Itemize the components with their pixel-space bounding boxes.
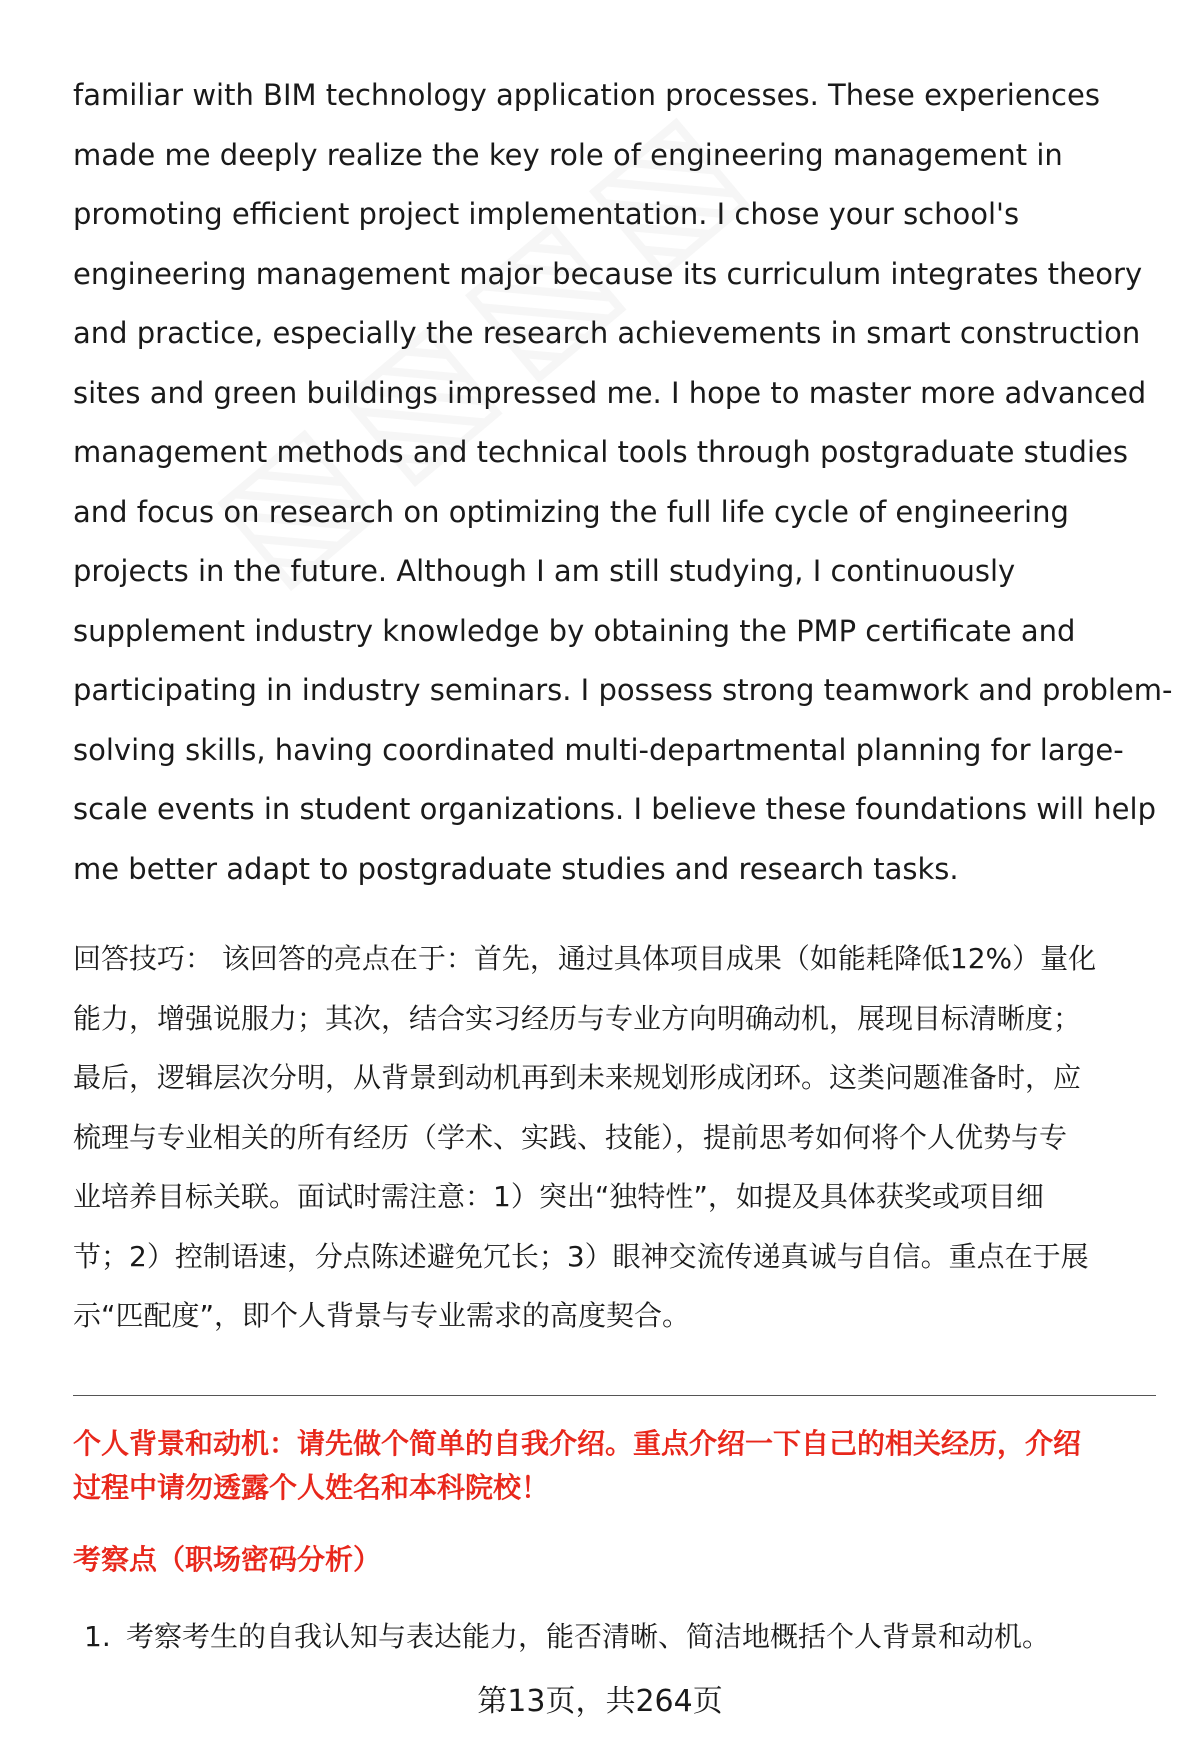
paragraph-line: familiar with BIM technology application processes. These experiences [73,78,1100,112]
question-heading [73,1422,1158,1510]
paragraph-line: and practice, especially the research achievements in smart construction [73,316,1141,350]
paragraph-line: solving skills, having coordinated multi-departmental planning for large- [73,732,1124,767]
section-divider [73,1395,1156,1396]
paragraph-line: and focus on research on optimizing the full life cycle of engineering [73,494,1069,529]
tips-line: 业培养目标关联。面试时需注意：1）突出“独特性”，如提及具体获奖或项目细 [73,1180,1044,1213]
assessment-list [84,1615,1050,1655]
paragraph-line: scale events in student organizations. I believe these foundations will help [73,792,1156,826]
section-title: 考察点（职场密码分析） [73,1543,382,1576]
list-item-number: 1. [84,1620,111,1653]
paragraph-line: projects in the future. Although I am still studying, I continuously [73,554,1016,588]
tips-line: 最后，逻辑层次分明，从背景到动机再到未来规划形成闭环。这类问题准备时，应 [73,1061,1082,1094]
body-paragraph [73,66,1173,899]
question-line: 个人背景和动机：请先做个简单的自我介绍。重点介绍一下自己的相关经历，介绍 [73,1427,1082,1460]
paragraph-line: engineering management major because its curriculum integrates theory [73,256,1143,291]
tips-line: 节；2）控制语速，分点陈述避免冗长；3）眼神交流传递真诚与自信。重点在于展 [73,1239,1089,1273]
paragraph-line: participating in industry seminars. I possess strong teamwork and problem- [73,673,1173,707]
paragraph-line: me better adapt to postgraduate studies and research tasks. [73,851,959,886]
list-item-text: 考察考生的自我认知与表达能力，能否清晰、简洁地概括个人背景和动机。 [126,1620,1051,1653]
tips-line: 回答技巧： 该回答的亮点在于：首先，通过具体项目成果（如能耗降低12%）量化 [73,942,1097,975]
list-item [84,1615,1050,1655]
tips-line: 梳理与专业相关的所有经历（学术、实践、技能），提前思考如何将个人优势与专 [73,1120,1068,1154]
paragraph-line: made me deeply realize the key role of engineering management in [73,137,1063,172]
question-line: 过程中请勿透露个人姓名和本科院校！ [73,1471,550,1504]
page-footer: 第13页，共264页 [477,1684,723,1719]
tips-line: 示“匹配度”，即个人背景与专业需求的高度契合。 [73,1299,691,1332]
answer-tips [73,929,1158,1346]
tips-line: 能力，增强说服力；其次，结合实习经历与专业方向明确动机，展现目标清晰度； [73,1001,1082,1035]
paragraph-line: supplement industry knowledge by obtaining the PMP certificate and [73,613,1076,648]
paragraph-line: management methods and technical tools through postgraduate studies [73,435,1128,469]
paragraph-line: sites and green buildings impressed me. I hope to master more advanced [73,375,1147,410]
paragraph-line: promoting efficient project implementation. I chose your school's [73,197,1020,231]
